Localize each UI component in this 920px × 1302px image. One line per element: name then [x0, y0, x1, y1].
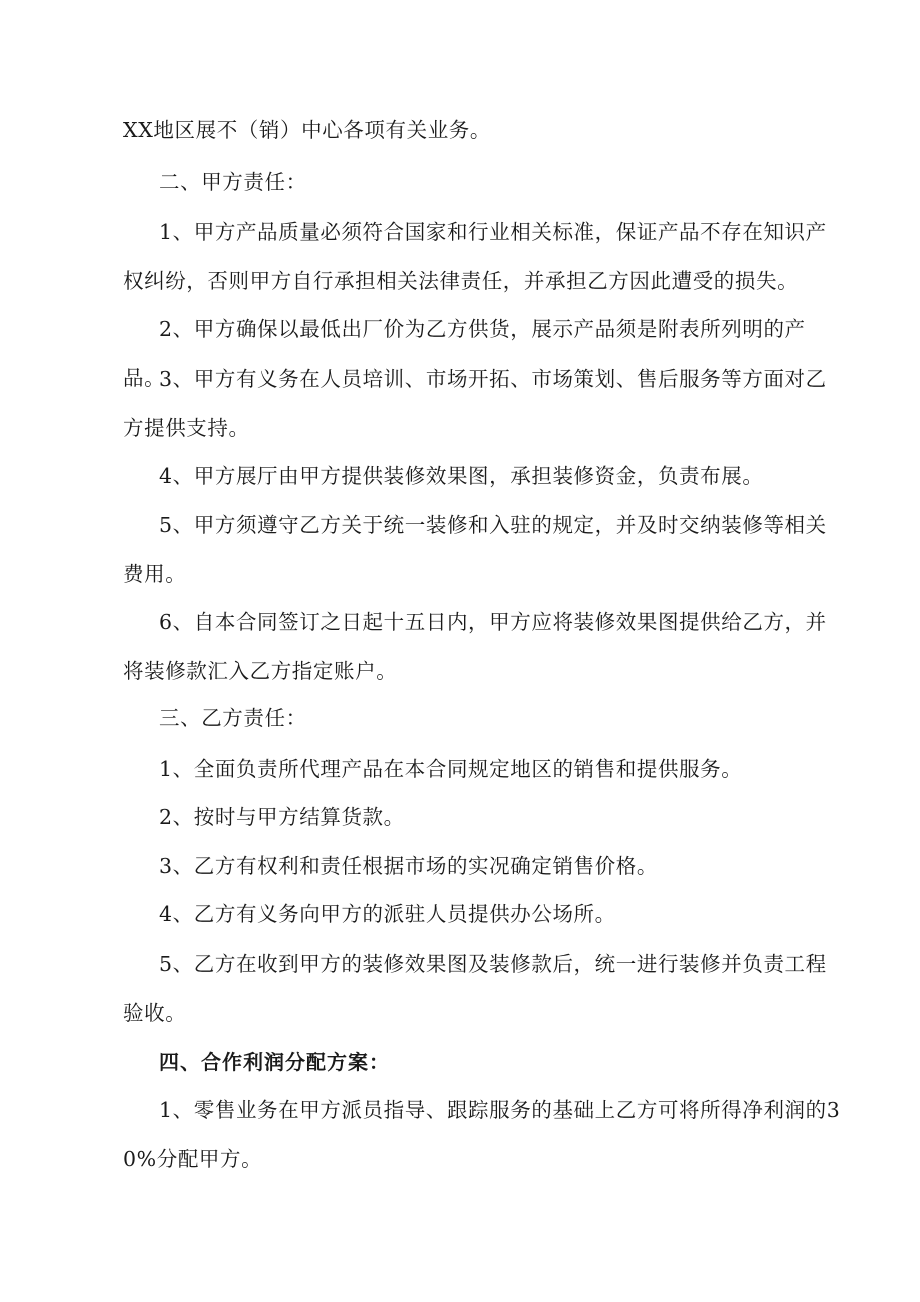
party-a-clause-6: 6、自本合同签订之日起十五日内，甲方应将装修效果图提供给乙方，并将装修款汇入乙方指定账户。 [123, 610, 827, 683]
party-a-clause-5: 5、甲方须遵守乙方关于统一装修和入驻的规定，并及时交纳装修等相关费用。 [123, 513, 827, 586]
party-b-clause-3: 3、乙方有权利和责任根据市场的实况确定销售价格。 [159, 854, 658, 878]
party-a-clause-4: 4、甲方展厅由甲方提供装修效果图，承担装修资金，负责布展。 [159, 464, 764, 488]
section-heading-profit-distribution: 四、合作利润分配方案： [159, 1050, 390, 1074]
party-b-clause-2: 2、按时与甲方结算货款。 [159, 805, 405, 829]
profit-clause-1: 1、零售业务在甲方派员指导、跟踪服务的基础上乙方可将所得净利润的30%分配甲方。 [123, 1098, 841, 1171]
party-a-clause-3: 3、甲方有义务在人员培训、市场开拓、市场策划、售后服务等方面对乙方提供支持。 [123, 367, 827, 440]
section-heading-party-a: 二、甲方责任： [159, 170, 307, 194]
party-b-clause-1: 1、全面负责所代理产品在本合同规定地区的销售和提供服务。 [159, 757, 743, 781]
party-a-clause-2: 2、甲方确保以最低出厂价为乙方供货，展示产品须是附表所列明的产品。 [123, 317, 806, 390]
section-heading-party-b: 三、乙方责任： [159, 706, 307, 730]
paragraph-continuation: XX地区展不（销）中心各项有关业务。 [123, 118, 491, 142]
party-b-clause-5: 5、乙方在收到甲方的装修效果图及装修款后，统一进行装修并负责工程验收。 [123, 952, 827, 1025]
party-b-clause-4: 4、乙方有义务向甲方的派驻人员提供办公场所。 [159, 902, 616, 926]
party-a-clause-1: 1、甲方产品质量必须符合国家和行业相关标准，保证产品不存在知识产权纠纷，否则甲方自行承担相关法律责任，并承担乙方因此遭受的损失。 [123, 220, 827, 293]
